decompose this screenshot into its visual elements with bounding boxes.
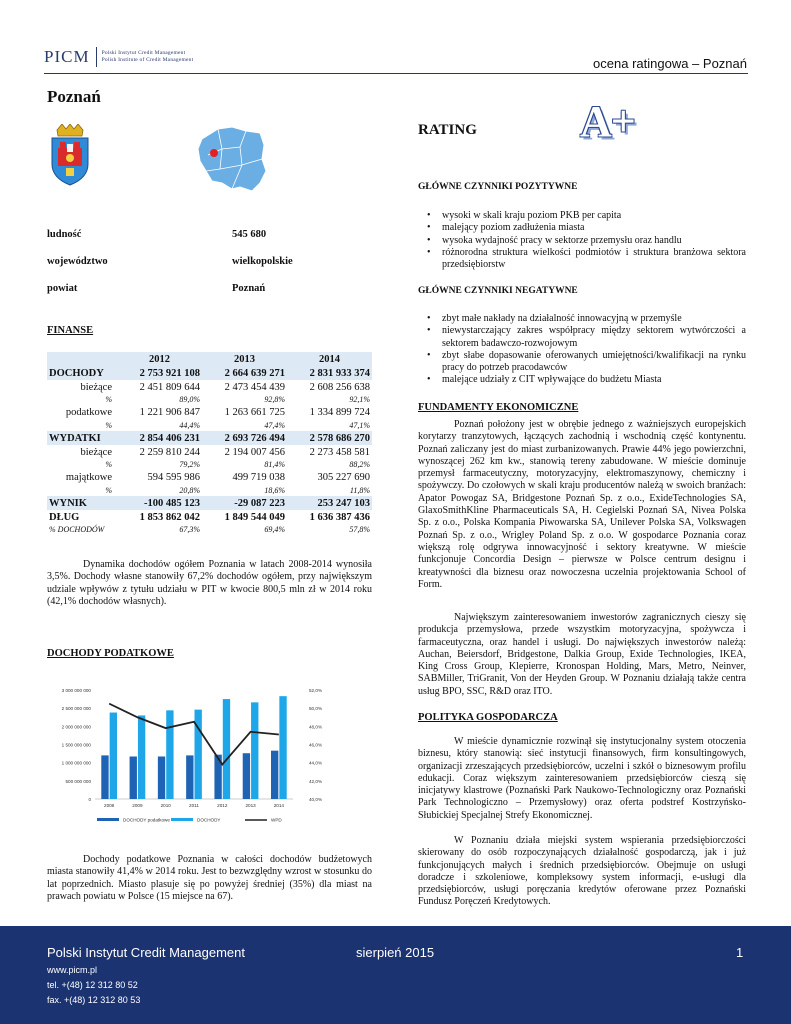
bar-tax-income xyxy=(243,753,250,799)
bar-total-income xyxy=(223,699,230,799)
bar-tax-income xyxy=(101,755,108,799)
finance-row-label: majątkowe xyxy=(65,472,112,483)
page-number: 1 xyxy=(736,945,744,960)
poland-map-image xyxy=(196,125,268,193)
negative-factors-list xyxy=(418,313,746,387)
x-tick-label: 2014 xyxy=(273,803,284,808)
finance-row xyxy=(47,524,372,536)
finance-row xyxy=(47,510,372,524)
y2-tick-label: 46,0% xyxy=(309,742,323,748)
picm-logo xyxy=(44,46,212,68)
finance-cell: 20,8% xyxy=(179,485,200,495)
footer-fax: fax. +(48) 12 312 80 53 xyxy=(47,995,141,1005)
finance-cell: 2 259 810 244 xyxy=(139,446,200,458)
finance-cell: 2 473 454 439 xyxy=(224,381,285,393)
logo-sub-pl: Polski Instytut Credit Management xyxy=(101,50,186,56)
legend-swatch xyxy=(171,818,193,821)
finance-row-label: bieżące xyxy=(80,446,112,458)
finance-row xyxy=(47,471,372,485)
legend-label: DOCHODY podatkowe xyxy=(123,817,170,823)
bar-tax-income xyxy=(158,756,165,799)
year-header: 2013 xyxy=(202,352,287,366)
y2-tick-label: 52,0% xyxy=(309,688,323,693)
finance-row-label: % xyxy=(105,395,112,405)
finance-cell: 2 578 686 270 xyxy=(287,431,372,445)
finance-row xyxy=(47,445,372,459)
finance-cell: -29 087 223 xyxy=(202,496,287,510)
bar-tax-income xyxy=(130,756,137,799)
policy-heading: POLITYKA GOSPODARCZA xyxy=(418,712,558,723)
finance-row xyxy=(47,394,372,406)
finance-cell: 1 636 387 436 xyxy=(309,511,370,523)
tax-paragraph: Dochody podatkowe Poznania w całości dochodów budżetowych miasta stanowiły 41,4% w 2014 roku. Jest to bezwzględny wzrost w stosunku do lat poprzednich. Miasto plasuje się po powyżej średniej (35%) dla miast na prawach powiatu w Polsce (15 miejsce na 67). xyxy=(47,854,372,902)
y-tick-label: 1 000 000 000 xyxy=(61,760,91,766)
city-name: Poznań xyxy=(47,87,101,106)
bar-total-income xyxy=(166,710,173,799)
finance-cell: 1 853 862 042 xyxy=(139,511,200,523)
positive-factors-list xyxy=(418,210,746,271)
finance-row-label: podatkowe xyxy=(65,407,112,418)
y2-tick-label: 44,0% xyxy=(309,760,323,766)
finance-cell: 47,4% xyxy=(264,420,285,430)
finance-cell: 92,1% xyxy=(349,395,370,405)
finance-cell: 1 334 899 724 xyxy=(309,407,370,418)
fundamentals-paragraph-1: Poznań położony jest w obrębie jednego z ważniejszych europejskich korytarzy tranzytowych, łączących zachodnią i wschodnią część kontynentu. Poznań zaliczany jest do miast zurbanizowanych. Prawie 44% jego powierzchni, wynoszącej 262 km kw., stanowią tereny zabudowane. W mieście dominuje przemysł farmaceutyczny, motoryzacyjny, elektromaszynowy, chemiczny i spożywczy. Do czołowych w skali kraju producentów należą w swoich branżach: Apator Powogaz SA, Bridgestone Poznań Sp. z o.o., ExideTechnologies SA, GlaxoSmithKline Pharmaceuticals SA, H. Cegielski Poznań SA, Nivea Polska Sp. z o.o., Polska Kompania Piwowarska SA, Unilever Polska SA, Volkswagen Poznań Sp. z o.o., Wrigley Poland Sp. z o.o. W gospodarce Poznania coraz większą rolę odgrywa innowacyjność i sektory kreatywne. W mieście funkcjonuje Concordia Design – pierwsze w Polsce centrum designu i kreatywności dla biznesu oraz nowoczesna uczelnia projektowania School of Form. xyxy=(418,419,746,590)
finance-cell: 67,3% xyxy=(179,525,200,535)
finance-cell: 88,2% xyxy=(349,460,370,470)
finance-cell: 69,4% xyxy=(264,525,285,535)
finance-cell: 44,4% xyxy=(179,420,200,430)
positive-factor-item: • wysoki w skali kraju poziom PKB per capita xyxy=(418,210,746,222)
negative-factors-heading: GŁÓWNE CZYNNIKI NEGATYWNE xyxy=(418,286,578,296)
finance-row-label: bieżące xyxy=(80,381,112,393)
finance-row-label: % DOCHODÓW xyxy=(49,525,105,535)
population-label: ludność xyxy=(47,229,82,240)
finance-cell: 2 273 458 581 xyxy=(309,446,370,458)
finance-cell: 2 664 639 271 xyxy=(202,366,287,380)
finance-cell: 499 719 038 xyxy=(232,472,285,483)
footer xyxy=(0,926,791,1024)
x-tick-label: 2010 xyxy=(160,803,171,808)
legend-label: WPD xyxy=(271,817,282,823)
tax-income-heading: DOCHODY PODATKOWE xyxy=(47,648,174,659)
finance-row-label: % xyxy=(105,460,112,470)
finance-row-label: WYDATKI xyxy=(47,431,117,445)
finance-paragraph: Dynamika dochodów ogółem Poznania w latach 2008-2014 wynosiła 3,5%. Dochody własne stanowiły 67,2% dochodów ogółem, przy największym udziale wpływów z tytułu udziału w PIT w kwocie 800,5 mln zł w 2014 roku (42,1% dochodów własnych). xyxy=(47,559,372,607)
coat-of-arms-image xyxy=(48,124,92,186)
bar-tax-income xyxy=(186,755,193,799)
finance-cell: 594 595 986 xyxy=(147,472,200,483)
y2-tick-label: 42,0% xyxy=(309,778,323,784)
positive-factor-item: • malejący poziom zadłużenia miasta xyxy=(418,222,746,234)
poznan-marker xyxy=(210,149,218,157)
y2-tick-label: 50,0% xyxy=(309,706,323,712)
finance-cell: 2 831 933 374 xyxy=(287,366,372,380)
negative-factor-item: • zbyt słabe dopasowanie oferowanych umiejętności/kwalifikacji na rynku pracy do potrzeb pracodawców xyxy=(418,350,746,375)
y2-tick-label: 48,0% xyxy=(309,724,323,730)
finance-cell: 305 227 690 xyxy=(317,472,370,483)
rating-grade: A+ xyxy=(580,97,635,146)
finance-cell: 1 263 661 725 xyxy=(224,407,285,418)
finance-row-label: DŁUG xyxy=(49,511,80,523)
finance-row xyxy=(47,366,372,380)
finance-cell: 47,1% xyxy=(349,420,370,430)
voivodeship-value: wielkopolskie xyxy=(232,256,293,267)
finance-row xyxy=(47,496,372,510)
x-tick-label: 2009 xyxy=(132,803,143,808)
footer-website-link[interactable]: www.picm.pl xyxy=(47,965,98,975)
y2-tick-label: 40,0% xyxy=(309,797,323,802)
finance-cell: 92,8% xyxy=(264,395,285,405)
x-tick-label: 2008 xyxy=(104,803,115,808)
finance-cell: 1 849 544 049 xyxy=(224,511,285,523)
finance-cell: 2 854 406 231 xyxy=(117,431,202,445)
x-tick-label: 2012 xyxy=(217,803,228,808)
finance-row-label: % xyxy=(105,420,112,430)
footer-org: Polski Instytut Credit Management xyxy=(47,945,245,960)
finance-row-label: % xyxy=(105,485,112,495)
finance-cell: -100 485 123 xyxy=(117,496,202,510)
bar-tax-income xyxy=(271,751,278,799)
finance-cell: 89,0% xyxy=(179,395,200,405)
year-header: 2012 xyxy=(117,352,202,366)
finance-heading: FINANSE xyxy=(47,325,94,336)
bar-total-income xyxy=(138,715,145,799)
finance-cell: 1 221 906 847 xyxy=(139,407,200,418)
voivodeship-label: województwo xyxy=(47,256,108,267)
finance-cell: 11,8% xyxy=(349,485,370,495)
y-tick-label: 1 500 000 000 xyxy=(61,742,91,748)
population-value: 545 680 xyxy=(232,229,267,240)
bar-total-income xyxy=(279,696,286,799)
finance-row xyxy=(47,485,372,497)
finance-cell: 2 753 921 108 xyxy=(117,366,202,380)
policy-paragraph-1: W mieście dynamicznie rozwinął się instytucjonalny system otoczenia biznesu, który stanowią: sieć instytucji finansowych, firm konsultingowych, organizacji zrzeszających przedsiębiorców, uczelni i szkół o biznesowym profilu edukacji. Coraz większym zainteresowaniem przedsiębiorców cieszą się inicjatywy klastrowe (Poznański Park Naukowo-Technologiczny oraz Poznański Park Technologiczno – Przemysłowy) oraz oferta podstref Kostrzyńsko-Słubickiej Specjalnej Strefy Ekonomicznej. xyxy=(418,736,746,821)
finance-row-label: DOCHODY xyxy=(47,366,117,380)
negative-factor-item: • niewystarczający zakres współpracy między sektorem wytwórczości a sektorem badawczo-rozwojowym xyxy=(418,325,746,350)
county-value: Poznań xyxy=(232,283,266,294)
finance-cell: 2 693 726 494 xyxy=(202,431,287,445)
header-divider xyxy=(44,73,748,74)
finance-cell: 2 451 809 644 xyxy=(139,381,200,393)
logo-text: PICM xyxy=(44,47,97,67)
finance-row xyxy=(47,459,372,471)
finance-row xyxy=(47,380,372,394)
finance-row xyxy=(47,420,372,432)
y-tick-label: 2 500 000 000 xyxy=(61,706,91,712)
negative-factor-item: • malejące udziały z CIT wpływające do budżetu Miasta xyxy=(418,374,746,386)
finance-cell: 79,2% xyxy=(179,460,200,470)
finance-row xyxy=(47,406,372,420)
finance-cell: 253 247 103 xyxy=(287,496,372,510)
positive-factor-item: • wysoka wydajność pracy w sektorze przemysłu oraz handlu xyxy=(418,235,746,247)
y-tick-label: 500 000 000 xyxy=(65,778,91,784)
policy-paragraph-2: W Poznaniu działa miejski system wspierania przedsiębiorczości skierowany do osób rozpoczynających działalność gospodarczą, jak i już funkcjonujących małych i średnich przedsiębiorców. Obejmuje on usługi doradcze i szkoleniowe, kompleksowy system informacji, e-usługi dla przedsiębiorców, usługi poręczania kredytów oferowane przez Poznański Fundusz Poręczeń Kredytowych. xyxy=(418,835,746,908)
year-header: 2014 xyxy=(287,352,372,366)
finance-cell: 57,8% xyxy=(349,525,370,535)
bar-total-income xyxy=(110,713,117,799)
positive-factors-heading: GŁÓWNE CZYNNIKI POZYTYWNE xyxy=(418,182,578,192)
finance-cell: 2 608 256 638 xyxy=(309,381,370,393)
positive-factor-item: • różnorodna struktura wielkości podmiotów i struktura branżowa sektora przedsiębiorstw xyxy=(418,247,746,272)
x-tick-label: 2011 xyxy=(189,803,199,808)
legend-label: DOCHODY xyxy=(197,817,221,823)
finance-table xyxy=(47,352,372,536)
finance-row-label: WYNIK xyxy=(47,496,117,510)
y-tick-label: 0 xyxy=(88,797,91,802)
x-tick-label: 2013 xyxy=(245,803,256,808)
finance-cell: 81,4% xyxy=(264,460,285,470)
county-label: powiat xyxy=(47,283,78,294)
document-title: ocena ratingowa – Poznań xyxy=(593,56,747,71)
logo-sub-en: Polish Institute of Credit Management xyxy=(101,57,194,63)
footer-phone: tel. +(48) 12 312 80 52 xyxy=(47,980,138,990)
y-tick-label: 3 000 000 000 xyxy=(61,688,91,693)
footer-date: sierpień 2015 xyxy=(356,945,435,960)
finance-cell: 18,6% xyxy=(264,485,285,495)
finance-cell: 2 194 007 456 xyxy=(224,446,285,458)
rating-label: RATING xyxy=(418,122,477,138)
bar-total-income xyxy=(251,702,258,799)
tax-income-chart xyxy=(47,684,337,830)
finance-row xyxy=(47,431,372,445)
negative-factor-item: • zbyt małe nakłady na działalność innowacyjną w przemyśle xyxy=(418,313,746,325)
legend-swatch xyxy=(97,818,119,821)
fundamentals-heading: FUNDAMENTY EKONOMICZNE xyxy=(418,402,579,413)
y-tick-label: 2 000 000 000 xyxy=(61,724,91,730)
fundamentals-paragraph-2: Największym zainteresowaniem inwestorów zagranicznych cieszy się produkcja przemysłowa, przede wszystkim motoryzacyjna, spożywcza i farmaceutyczna, oraz handel i usługi. Do największych inwestorów należą: Auchan, Beiersdorf, Bridgestone, Dalkia Group, Exide Technologies, IKEA, King Cross Group, Klepierre, Kronospan Holding, Mars, Metro, Neinver, SABMiller, TriGranit, Von der Heyden Group. W Poznaniu działają także centra usług BPO, SSC, R&D oraz ITO. xyxy=(418,612,746,697)
